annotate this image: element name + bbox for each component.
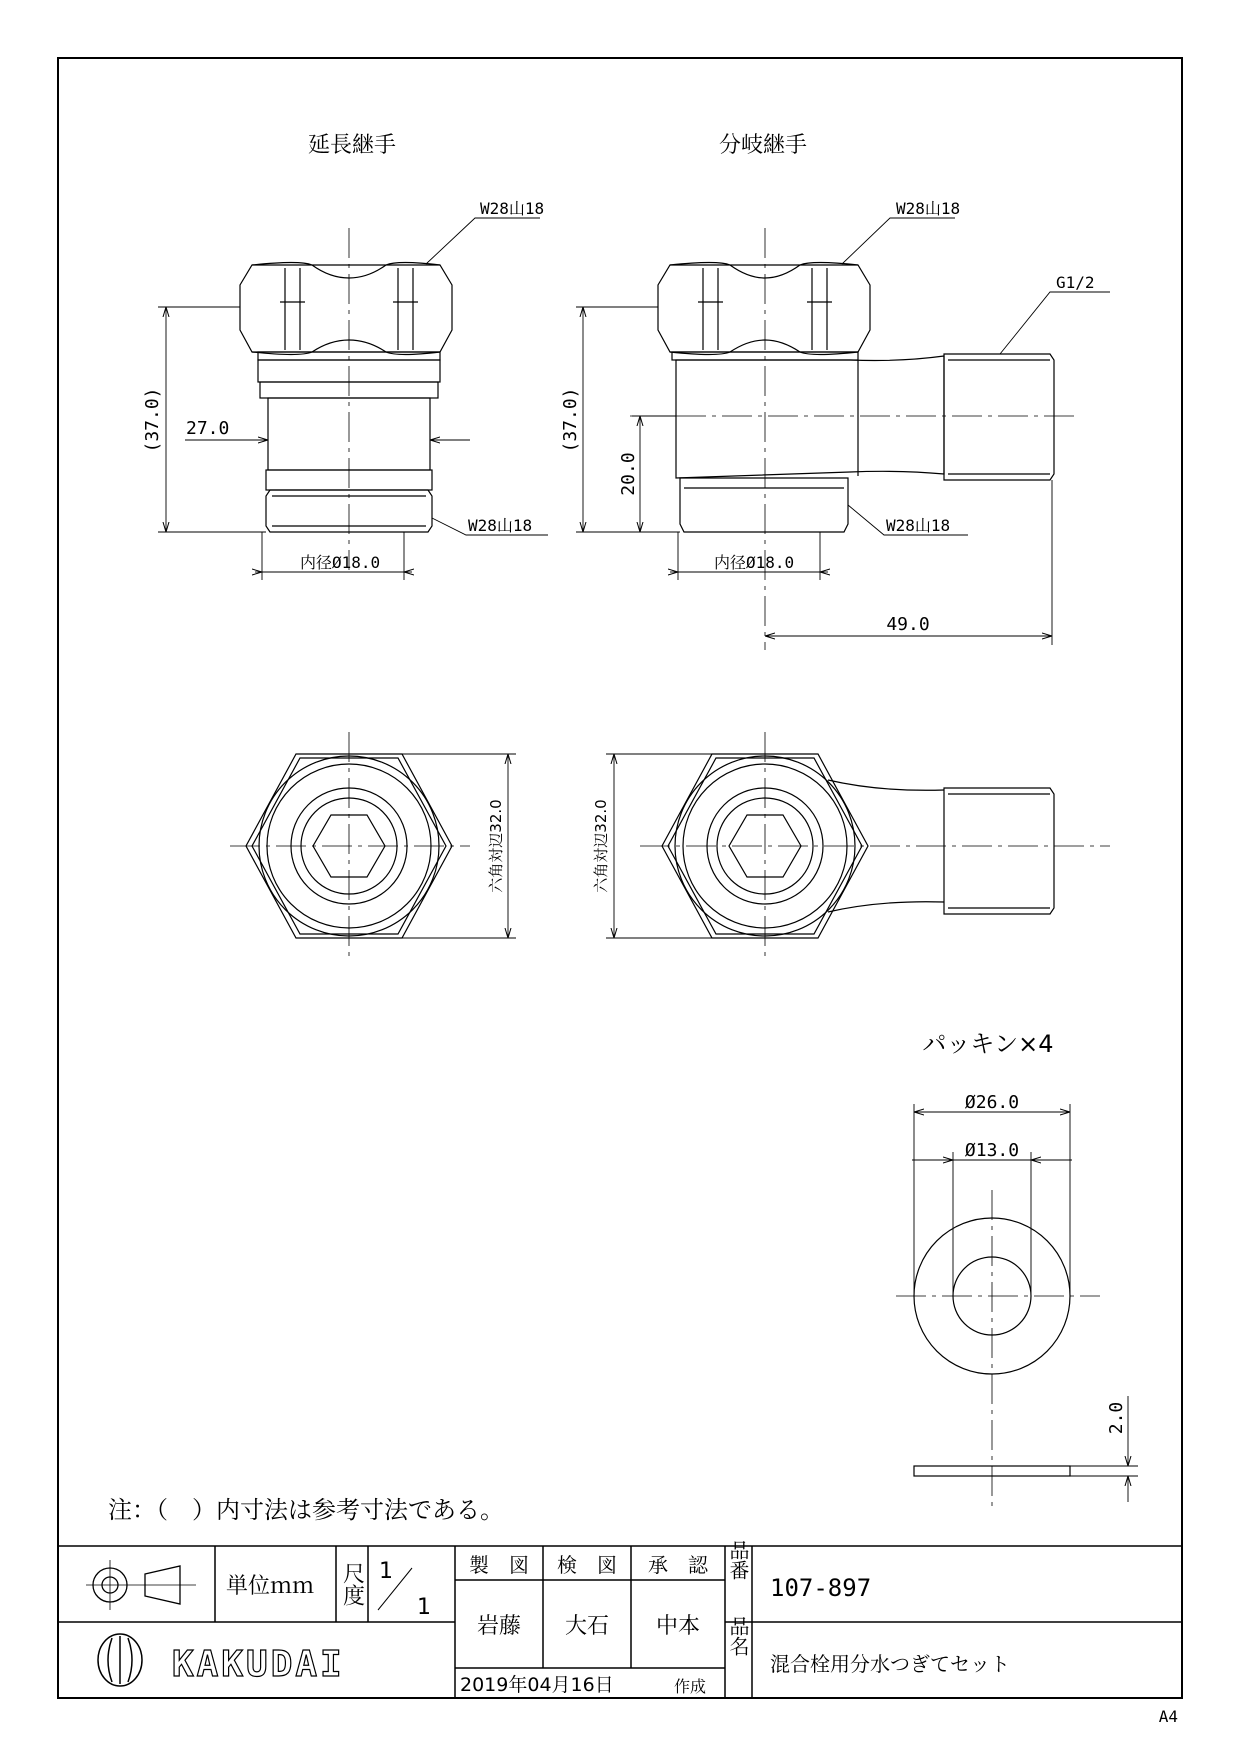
part-name: 混合栓用分水つぎてセット bbox=[770, 1652, 1010, 1676]
sheet-size: A4 bbox=[1158, 1707, 1178, 1726]
packing-inner-dia: Ø13.0 bbox=[964, 1140, 1020, 1161]
dimension-note: 注：（ ）内寸法は参考寸法である。 bbox=[108, 1496, 504, 1524]
company-name: KAKUDAI bbox=[172, 1644, 345, 1685]
part-no: 107-897 bbox=[770, 1574, 872, 1602]
branch-hex-dim: 六角対辺32.0 bbox=[592, 799, 610, 893]
checked-by: 大石 bbox=[564, 1614, 610, 1639]
packing-title: パッキン×4 bbox=[922, 1030, 1054, 1058]
extension-inner-dia: 内径Ø18.0 bbox=[300, 553, 381, 572]
drawn-label: 製 図 bbox=[469, 1553, 529, 1577]
checked-label: 検 図 bbox=[557, 1553, 617, 1577]
unit-label: 単位ｍｍ bbox=[226, 1574, 315, 1599]
branch-top-thread-label: W28山18 bbox=[896, 199, 961, 218]
created-label: 作成 bbox=[673, 1677, 707, 1696]
extension-height-dim: (37.0) bbox=[142, 387, 163, 453]
packing-view bbox=[896, 1190, 1100, 1508]
packing-thickness: 2.0 bbox=[1106, 1401, 1127, 1435]
branch-20-dim: 20.0 bbox=[618, 452, 639, 496]
extension-top-view bbox=[230, 732, 470, 960]
packing-dimensions bbox=[912, 1104, 1138, 1502]
extension-title: 延長継手 bbox=[307, 133, 397, 158]
extension-front-view bbox=[240, 228, 452, 570]
scale-denominator: 1 bbox=[417, 1595, 431, 1620]
extension-bottom-thread-label: W28山18 bbox=[468, 516, 533, 535]
branch-length-dim: 49.0 bbox=[886, 614, 930, 635]
approved-label: 承 認 bbox=[648, 1553, 708, 1577]
extension-hex-dim: 六角対辺32.0 bbox=[487, 799, 505, 893]
drawing-border bbox=[58, 58, 1182, 1698]
scale-label: 尺度 bbox=[339, 1562, 365, 1606]
branch-side-thread-label: G1/2 bbox=[1056, 273, 1095, 292]
extension-top-thread-label: W28山18 bbox=[480, 199, 545, 218]
branch-bottom-thread-label: W28山18 bbox=[886, 516, 951, 535]
drawn-by: 岩藤 bbox=[476, 1614, 522, 1639]
approved-by: 中本 bbox=[655, 1614, 701, 1639]
part-name-label: 品名 bbox=[726, 1616, 750, 1656]
kakudai-logo bbox=[98, 1634, 142, 1686]
packing-outer-dia: Ø26.0 bbox=[964, 1092, 1020, 1113]
branch-height-dim: (37.0) bbox=[560, 387, 581, 453]
part-no-label: 品番 bbox=[726, 1540, 750, 1580]
branch-dimensions bbox=[576, 218, 1110, 645]
created-date: 2019年04月16日 bbox=[460, 1674, 614, 1696]
branch-inner-dia: 内径Ø18.0 bbox=[714, 553, 795, 572]
scale-numerator: 1 bbox=[379, 1559, 393, 1584]
projection-symbol-icon bbox=[86, 1560, 196, 1610]
branch-front-view bbox=[630, 228, 1080, 650]
branch-top-view bbox=[640, 732, 1110, 960]
branch-title: 分岐継手 bbox=[718, 133, 808, 158]
extension-body-dim: 27.0 bbox=[186, 418, 230, 439]
